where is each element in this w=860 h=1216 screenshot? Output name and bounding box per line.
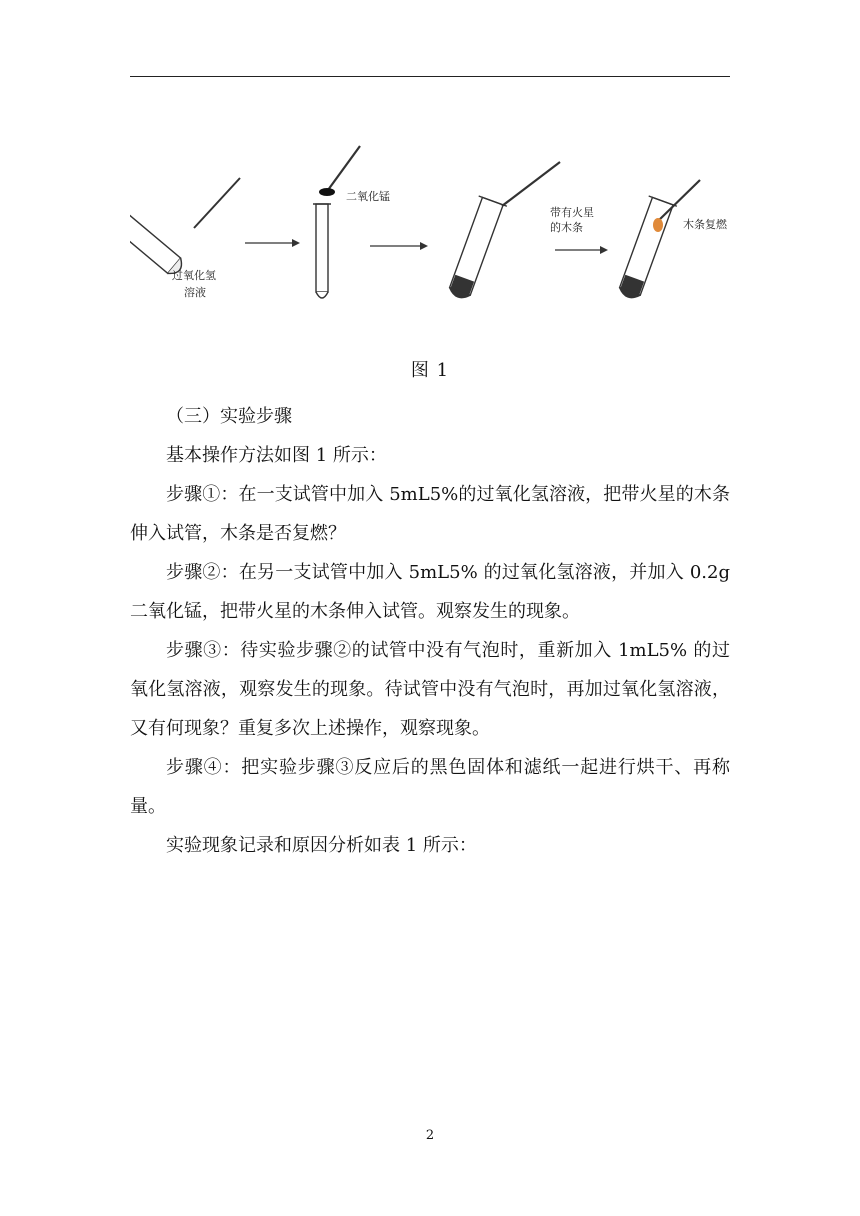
paragraph-step-2: 步骤②：在另一支试管中加入 5mL5% 的过氧化氢溶液，并加入 0.2g 二氧化锰，把带火星的木条伸入试管。观察发生的现象。 xyxy=(130,562,730,622)
body-text xyxy=(130,397,730,865)
label-glowing-line1: 带有火星 xyxy=(550,206,594,219)
test-tube-3 xyxy=(444,162,560,302)
label-h2o2: 过氧化氢 xyxy=(172,269,216,282)
paragraph-table-ref: 实验现象记录和原因分析如表 1 所示： xyxy=(166,835,477,856)
paragraph-step-3: 步骤③：待实验步骤②的试管中没有气泡时，重新加入 1mL5% 的过氧化氢溶液，观察发生的现象。待试管中没有气泡时，再加过氧化氢溶液，又有何现象？重复多次上述操作，观察现象。 xyxy=(130,640,730,739)
section-heading: （三）实验步骤 xyxy=(166,406,292,427)
test-tube-4 xyxy=(614,180,700,302)
arrow-1 xyxy=(245,239,300,247)
paragraph-intro: 基本操作方法如图 1 所示： xyxy=(166,445,387,466)
arrow-3 xyxy=(555,246,608,254)
experiment-figure xyxy=(130,140,750,320)
page-number: 2 xyxy=(425,1128,435,1143)
label-mno2: 二氧化锰 xyxy=(346,190,390,203)
experiment-illustration xyxy=(130,140,750,320)
label-glowing-line2: 的木条 xyxy=(550,221,583,234)
test-tube-2 xyxy=(313,146,360,298)
label-solution: 溶液 xyxy=(184,286,206,299)
paragraph-step-1: 步骤①：在一支试管中加入 5mL5%的过氧化氢溶液，把带火星的木条伸入试管，木条是否复燃？ xyxy=(130,484,730,544)
paragraph-step-4: 步骤④：把实验步骤③反应后的黑色固体和滤纸一起进行烘干、再称量。 xyxy=(130,757,730,817)
header-rule xyxy=(130,76,730,77)
test-tube-1 xyxy=(130,178,240,280)
label-rekindle: 木条复燃 xyxy=(683,218,727,231)
arrow-2 xyxy=(370,242,428,250)
figure-caption: 图 1 xyxy=(410,360,450,381)
